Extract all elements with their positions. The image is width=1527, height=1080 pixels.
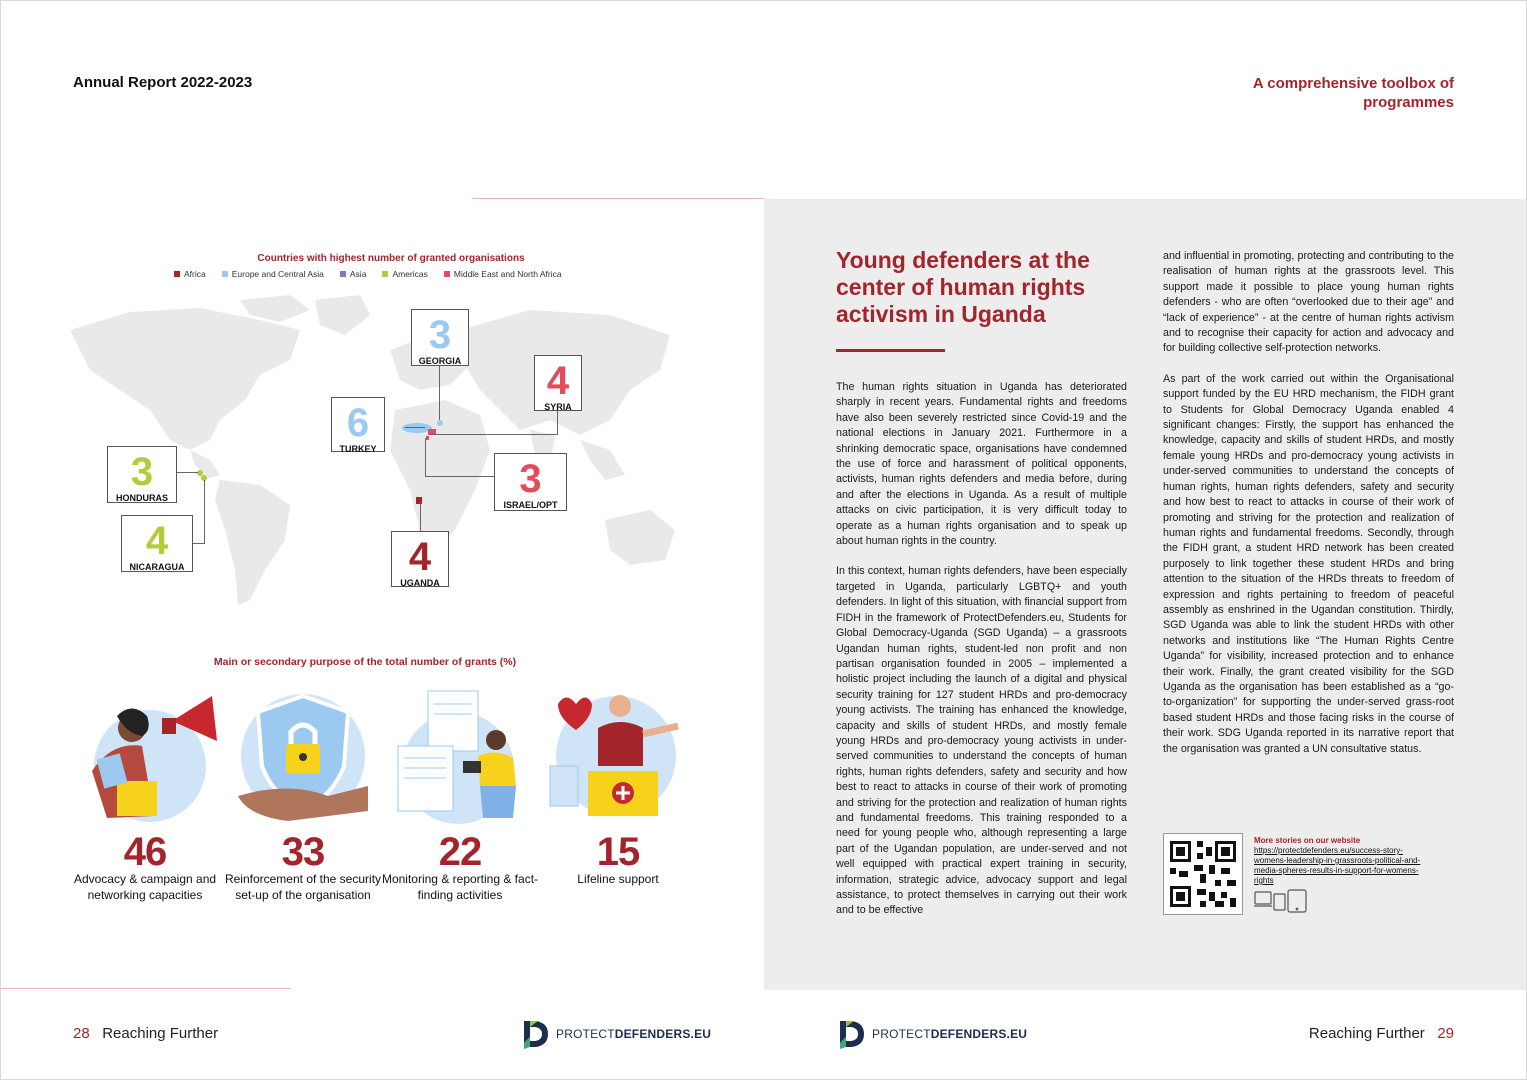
page-number: 28 [73,1025,90,1042]
legend-label: Africa [184,269,206,279]
legend-label: Americas [392,269,428,279]
country-name: NICARAGUA [129,562,185,572]
map-legend [174,269,562,279]
country-callout-israel [494,453,567,511]
stat-value: 22 [438,830,482,874]
country-callout-nicaragua [121,515,193,572]
country-count: 6 [346,401,370,445]
leader-line [192,543,205,544]
paragraph: In this context, human rights defenders, have been especially targeted in Uganda, particularly LGBTQ+ and youth defenders. In light of this situation, with financial support from FIDH in the framework of ProtectDefenders.eu, Students for Global Democracy-Uganda (SGD Uganda) – a grassroots Ugandan human rights, student-led non profit and non partisan organisation founded in 2005 – implemented a holistic project including the launch of a digital and physical security training for 127 student HRDs and pro-democracy young activists. The training has enhanced the knowledge, capacity and skills of student HRDs, and mostly female young HRDs and pro-democracy young activists in under-served communities to understand the concepts of human rights, human rights defenders, safety and security and how best to react to attacks in course of their work of promoting and striving for the protection and realization of human rights and fundamental freedoms. This training responded to a need for young people who, although representing a large part of the Ugandan population, are under-served and not well equipped with practical expert training in security, information, strategic advice, advocacy support and legal assistance, to protect themselves in carrying out their work and to be effective [836,565,1127,917]
story-link[interactable]: https://protectdefenders.eu/success-story-womens-leadership-in-grassroots-political-and-media-spheres-results-in-support-for-womens-rights [1254,846,1421,885]
legend-swatch [340,271,346,277]
leader-line [425,476,495,477]
legend-item [222,269,324,279]
brand-logo [836,1016,1027,1052]
stat-value: 33 [281,830,325,874]
title-underline [836,349,945,352]
section-title: A comprehensive toolbox of programmes [1252,75,1454,111]
leader-line [439,365,440,420]
protectdefenders-logo-icon [836,1017,868,1051]
country-callout-uganda [391,531,449,587]
legend-swatch [444,271,450,277]
page-label: Reaching Further [102,1025,219,1042]
stat-label: Monitoring & reporting & fact-finding activities [381,872,539,902]
legend-label: Middle East and North Africa [453,269,562,279]
leader-line [405,427,425,428]
leader-line [430,434,558,435]
divider [472,198,764,199]
country-count: 3 [428,313,452,357]
brand-name-light: PROTECT [556,1027,615,1041]
legend-label: Asia [349,269,367,279]
paragraph: As part of the work carried out within the Organisational support funded by the EU HRD mechanism, the FIDH grant to Students for Global Democracy Uganda enabled 4 significant changes: Firstly, the support has enhanced the knowledge, capacity and skills of student HRDs, and mostly female young HRDs and pro-democracy young activists in under-served communities to understand the concepts of human rights, human rights defenders, safety and security and how best to react to attacks in course of their work of promoting and striving for the protection and realization of human rights and fundamental freedoms. Secondly, through the FIDH grant, a student HRD network has been created purposely to link together these student HRDs and bring attention to the situation of the HRDs threats to freedom of expression and rights pertaining to freedom of peaceful assembly as enshrined in the Ugandan constitution. Thirdly, SGD Uganda was able to link the student HRDs with other networks and institutions like “The Human Rights Centre Uganda” for visibility, increased protection and to enhance their work. Finally, the grant created visibility for the SGD Uganda as the organisation has been established as a “go-to-organization” for supporting the under-served grass-root based student HRDs and those facing risks in the course of their work. SDG Uganda reported in its narrative report that the organisation was granted a UN consultative status. [1163,372,1454,755]
page-number-right [1309,1025,1454,1042]
country-callout-georgia [411,309,469,366]
country-callout-turkey [331,397,385,452]
stat-label: Reinforcement of the security set-up of the organisation [224,872,382,902]
protectdefenders-logo-icon [520,1017,552,1051]
legend-label: Europe and Central Asia [231,269,324,279]
country-name: TURKEY [339,444,377,454]
brand-name-light: PROTECT [872,1027,931,1041]
country-callout-syria [534,355,582,411]
article-column-2 [1163,249,1454,772]
legend-swatch [382,271,388,277]
page-number-left [73,1025,218,1042]
country-count: 4 [145,519,169,563]
stat-label: Advocacy & campaign and networking capacities [73,872,217,902]
country-name: UGANDA [400,578,440,588]
stat-value: 15 [596,830,640,874]
megaphone-woman-illustration [72,686,222,826]
stat-label: Lifeline support [577,872,659,886]
monitoring-reporting-illustration [388,686,538,826]
country-name: SYRIA [544,402,572,412]
more-stories-title: More stories on our website [1254,836,1361,845]
lifeline-support-illustration [548,686,698,826]
legend-item [174,269,206,279]
paragraph: and influential in promoting, protecting and contributing to the realisation of human rights at the grassroots level. This support made it possible to place young human rights defenders - who are often “overlooked due to their age” and “lack of experience” - at the centre of human rights activism and to recognise their capacity for action and advocacy and for building collective self-protection networks. [1163,250,1454,355]
brand-name-bold: DEFENDERS.EU [930,1027,1028,1041]
article-title: Young defenders at the center of human rights activism in Uganda [836,247,1090,327]
page-number: 29 [1437,1025,1454,1042]
brand-name [556,1027,711,1041]
country-count: 4 [408,535,432,579]
legend-swatch [222,271,228,277]
divider [0,988,291,989]
legend-item [340,269,367,279]
report-title: Annual Report 2022-2023 [73,74,253,91]
legend-swatch [174,271,180,277]
country-count: 3 [519,457,542,501]
leader-line [557,410,558,435]
brand-logo [520,1016,711,1052]
page-label: Reaching Further [1308,1025,1425,1042]
qr-code-icon [1164,834,1242,914]
purpose-title: Main or secondary purpose of the total number of grants (%) [213,656,517,668]
stat-value: 46 [123,830,167,874]
leader-line [420,502,421,532]
security-shield-illustration [228,686,378,826]
country-name: ISRAEL/OPT [503,500,558,510]
devices-icon [1254,888,1314,914]
brand-name [872,1027,1027,1041]
leader-line [425,438,426,476]
article-column-1 [836,380,1127,934]
country-name: HONDURAS [115,493,168,503]
legend-item [382,269,427,279]
leader-line [204,480,205,543]
country-callout-honduras [107,446,177,503]
country-count: 4 [546,359,570,403]
brand-name-bold: DEFENDERS.EU [614,1027,712,1041]
country-count: 3 [130,450,154,494]
leader-line [176,472,198,473]
map-title: Countries with highest number of granted organisations [257,253,525,264]
legend-item [444,269,562,279]
qr-code[interactable] [1163,833,1243,915]
paragraph: The human rights situation in Uganda has deteriorated sharply in recent years. Fundamental rights and freedoms have also been severely restricted since Covid-19 and the national elections in January 2021. Furthermore in a shrinking democratic space, organisations have condemned the use of force and harassment of political opponents, activists, human rights defenders and media before, during and after the elections in Uganda. As a result of multiple attacks on civic participation, it is very difficult today to operate as a human rights organisation and to speak up about human rights in the country. [836,381,1127,548]
country-name: GEORGIA [418,356,462,366]
